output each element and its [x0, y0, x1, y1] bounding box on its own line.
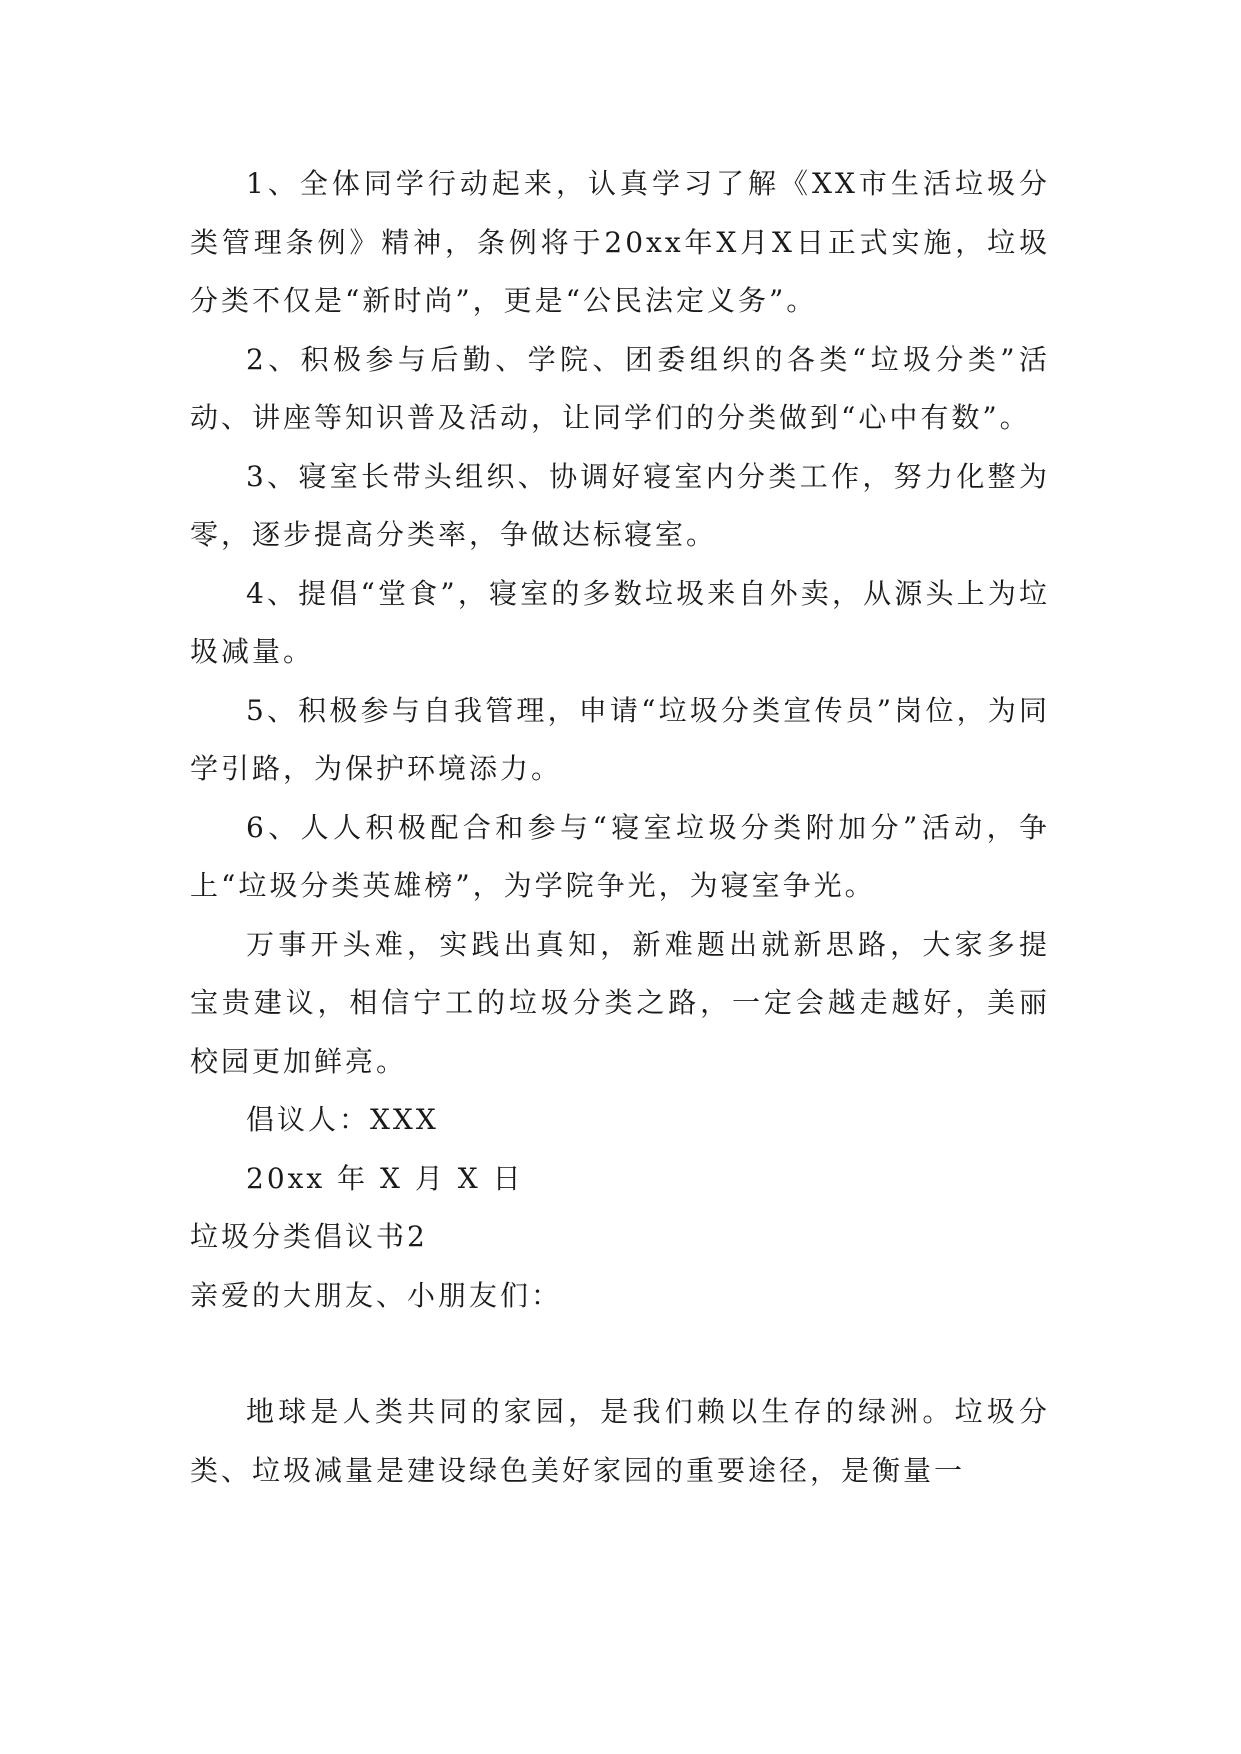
initiative-item-4: 4、提倡“堂食”，寝室的多数垃圾来自外卖，从源头上为垃圾减量。	[190, 576, 1050, 668]
initiative-item-1: 1、全体同学行动起来，认真学习了解《XX市生活垃圾分类管理条例》精神，条例将于20xx年X月X日正式实施，垃圾分类不仅是“新时尚”，更是“公民法定义务”。	[190, 167, 1050, 317]
initiative-item-5: 5、积极参与自我管理，申请“垃圾分类宣传员”岗位，为同学引路，为保护环境添力。	[190, 693, 1050, 785]
blank-line	[190, 1325, 1050, 1383]
closing-paragraph: 万事开头难，实践出真知，新难题出就新思路，大家多提宝贵建议，相信宁工的垃圾分类之路，一定会越走越好，美丽校园更加鲜亮。	[190, 927, 1050, 1078]
salutation: 亲爱的大朋友、小朋友们：	[190, 1278, 563, 1312]
initiative-item-2: 2、积极参与后勤、学院、团委组织的各类“垃圾分类”活动、讲座等知识普及活动，让同学们的分类做到“心中有数”。	[190, 342, 1050, 434]
signature-line: 倡议人：XXX	[246, 1103, 439, 1136]
date-line: 20xx 年 X 月 X 日	[246, 1161, 524, 1195]
section-title: 垃圾分类倡议书2	[190, 1220, 428, 1253]
document-page	[190, 155, 1050, 1500]
initiative-item-3: 3、寝室长带头组织、协调好寝室内分类工作，努力化整为零，逐步提高分类率，争做达标寝室。	[190, 459, 1050, 551]
initiative-item-6: 6、人人积极配合和参与“寝室垃圾分类附加分”活动，争上“垃圾分类英雄榜”，为学院争光，为寝室争光。	[190, 810, 1050, 902]
intro-paragraph: 地球是人类共同的家园，是我们赖以生存的绿洲。垃圾分类、垃圾减量是建设绿色美好家园的重要途径，是衡量一	[190, 1395, 1050, 1487]
